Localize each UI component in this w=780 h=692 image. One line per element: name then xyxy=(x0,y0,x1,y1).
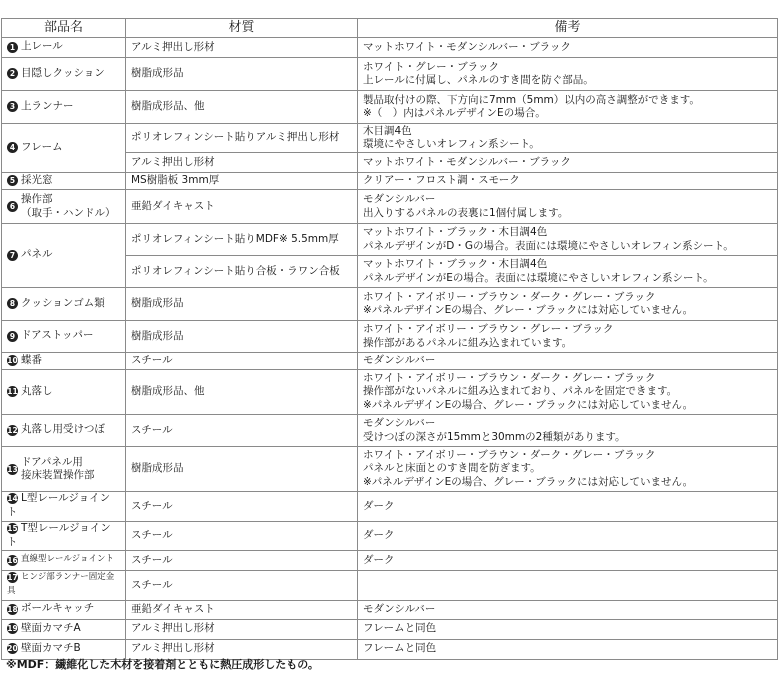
part-name: 壁面カマチB xyxy=(21,641,81,654)
material-cell: アルミ押出し形材 xyxy=(126,619,358,639)
remarks-cell: ホワイト・アイボリー・ブラウン・ダーク・グレー・ブラック 操作部がないパネルに組み込まれており、パネルを固定できます。 ※パネルデザインEの場合、グレー・ブラックには対応していません。 xyxy=(358,370,778,415)
table-row xyxy=(2,571,778,601)
table-row xyxy=(2,492,778,522)
part-number-badge: 7 xyxy=(7,250,18,261)
part-name-cell xyxy=(2,551,126,571)
remarks-cell: ホワイト・アイボリー・ブラウン・ダーク・グレー・ブラック パネルと床面とのすき間を防ぎます。 ※パネルデザインEの場合、グレー・ブラックには対応していません。 xyxy=(358,447,778,492)
part-name-cell xyxy=(2,224,126,288)
footnote: ※MDF：繊維化した木材を接着剤とともに熱圧成形したもの。 xyxy=(6,658,319,671)
remarks-cell: ダーク xyxy=(358,492,778,522)
table-row xyxy=(2,521,778,551)
material-cell: MS樹脂板 3mm厚 xyxy=(126,173,358,190)
table-row xyxy=(2,370,778,415)
part-name: 操作部 （取手・ハンドル） xyxy=(21,193,116,219)
table-row xyxy=(2,38,778,58)
remarks-cell: モダンシルバー xyxy=(358,600,778,619)
part-number-badge: 11 xyxy=(7,387,18,397)
material-cell: スチール xyxy=(126,571,358,601)
parts-table xyxy=(1,18,778,660)
part-name-cell xyxy=(2,38,126,58)
part-name: 上ランナー xyxy=(21,99,74,112)
table-body xyxy=(2,38,778,660)
table-row xyxy=(2,353,778,370)
material-cell: スチール xyxy=(126,521,358,551)
part-name: フレーム xyxy=(21,140,63,153)
header-material: 材質 xyxy=(126,19,358,38)
material-cell: アルミ押出し形材 xyxy=(126,38,358,58)
part-name-cell xyxy=(2,190,126,224)
part-name: T型レールジョイント xyxy=(7,521,111,548)
remarks-cell: モダンシルバー 出入りするパネルの表裏に1個付属します。 xyxy=(358,190,778,224)
material-cell: 亜鉛ダイキャスト xyxy=(126,190,358,224)
table-row xyxy=(2,124,778,153)
part-name: 丸落し xyxy=(21,384,53,397)
part-name-cell xyxy=(2,521,126,551)
material-cell: スチール xyxy=(126,353,358,370)
material-cell: 樹脂成形品 xyxy=(126,288,358,321)
part-name: L型レールジョイント xyxy=(7,492,111,519)
part-name-cell xyxy=(2,447,126,492)
remarks-cell: 木目調4色 環境にやさしいオレフィン系シート。 xyxy=(358,124,778,153)
remarks-cell: マットホワイト・ブラック・木目調4色 パネルデザインがD・Gの場合。表面には環境にやさしいオレフィン系シート。 xyxy=(358,224,778,256)
part-name: 壁面カマチA xyxy=(21,621,81,634)
table-row xyxy=(2,600,778,619)
part-name: 蝶番 xyxy=(21,353,42,366)
part-name-cell xyxy=(2,288,126,321)
part-number-badge: 19 xyxy=(7,624,18,634)
part-name: ボールキャッチ xyxy=(21,602,95,615)
part-number-badge: 20 xyxy=(7,644,18,654)
remarks-cell: ダーク xyxy=(358,551,778,571)
part-name-cell xyxy=(2,600,126,619)
material-cell: ポリオレフィンシート貼りアルミ押出し形材 xyxy=(126,124,358,153)
table-row xyxy=(2,415,778,447)
part-number-badge: 17 xyxy=(7,573,18,583)
material-cell: 樹脂成形品 xyxy=(126,447,358,492)
material-cell: スチール xyxy=(126,492,358,522)
part-name-cell xyxy=(2,619,126,639)
material-cell: アルミ押出し形材 xyxy=(126,639,358,659)
material-cell: 亜鉛ダイキャスト xyxy=(126,600,358,619)
remarks-cell: マットホワイト・モダンシルバー・ブラック xyxy=(358,38,778,58)
part-name: 丸落し用受けつぼ xyxy=(21,423,105,436)
table-row xyxy=(2,551,778,571)
material-cell: 樹脂成形品、他 xyxy=(126,370,358,415)
table-row xyxy=(2,91,778,124)
part-number-badge: 16 xyxy=(7,555,18,565)
part-number-badge: 9 xyxy=(7,331,18,342)
part-number-badge: 8 xyxy=(7,298,18,309)
remarks-cell: マットホワイト・ブラック・木目調4色 パネルデザインがEの場合。表面には環境にやさしいオレフィン系シート。 xyxy=(358,256,778,288)
part-name: 直線型レールジョイント xyxy=(21,554,114,565)
part-number-badge: 2 xyxy=(7,68,18,79)
remarks-cell: マットホワイト・モダンシルバー・ブラック xyxy=(358,153,778,173)
header-part: 部品名 xyxy=(2,19,126,38)
remarks-cell xyxy=(358,571,778,601)
part-name: 上レール xyxy=(21,40,63,53)
table-row xyxy=(2,224,778,256)
table-header-row xyxy=(2,19,778,38)
table-row xyxy=(2,619,778,639)
material-cell: スチール xyxy=(126,415,358,447)
remarks-cell: ホワイト・グレー・ブラック 上レールに付属し、パネルのすき間を防ぐ部品。 xyxy=(358,58,778,91)
part-number-badge: 10 xyxy=(7,356,18,366)
part-name-cell xyxy=(2,124,126,173)
remarks-cell: ホワイト・アイボリー・ブラウン・グレー・ブラック 操作部があるパネルに組み込まれています。 xyxy=(358,321,778,353)
part-name-cell xyxy=(2,492,126,522)
material-cell: 樹脂成形品 xyxy=(126,321,358,353)
part-name: クッションゴム類 xyxy=(21,296,105,309)
part-number-badge: 15 xyxy=(7,523,18,533)
part-name: 目隠しクッション xyxy=(21,66,105,79)
table-row xyxy=(2,58,778,91)
remarks-cell: ダーク xyxy=(358,521,778,551)
part-number-badge: 5 xyxy=(7,175,18,186)
remarks-cell: モダンシルバー xyxy=(358,353,778,370)
material-cell: 樹脂成形品 xyxy=(126,58,358,91)
part-number-badge: 14 xyxy=(7,494,18,504)
part-number-badge: 3 xyxy=(7,101,18,112)
header-remarks: 備考 xyxy=(358,19,778,38)
remarks-cell: ホワイト・アイボリー・ブラウン・ダーク・グレー・ブラック ※パネルデザインEの場合、グレー・ブラックには対応していません。 xyxy=(358,288,778,321)
part-number-badge: 6 xyxy=(7,201,18,212)
remarks-cell: フレームと同色 xyxy=(358,639,778,659)
part-name-cell xyxy=(2,91,126,124)
table-row xyxy=(2,288,778,321)
part-name-cell xyxy=(2,58,126,91)
part-number-badge: 4 xyxy=(7,142,18,153)
part-name-cell xyxy=(2,173,126,190)
part-name-cell xyxy=(2,571,126,601)
table-row xyxy=(2,321,778,353)
part-number-badge: 12 xyxy=(7,425,18,435)
part-name-cell xyxy=(2,415,126,447)
table-row xyxy=(2,447,778,492)
part-number-badge: 13 xyxy=(7,464,18,474)
table-row xyxy=(2,190,778,224)
material-cell: ポリオレフィンシート貼り合板・ラワン合板 xyxy=(126,256,358,288)
remarks-cell: モダンシルバー 受けつぼの深さが15mmと30mmの2種類があります。 xyxy=(358,415,778,447)
table-row xyxy=(2,173,778,190)
part-name-cell xyxy=(2,321,126,353)
part-number-badge: 18 xyxy=(7,604,18,614)
part-name-cell xyxy=(2,353,126,370)
part-number-badge: 1 xyxy=(7,42,18,53)
remarks-cell: フレームと同色 xyxy=(358,619,778,639)
part-name: パネル xyxy=(21,248,53,261)
remarks-cell: 製品取付けの際、下方向に7mm（5mm）以内の高さ調整ができます。 ※（ ）内はパネルデザインEの場合。 xyxy=(358,91,778,124)
part-name: ヒンジ部ランナー固定金具 xyxy=(7,572,115,597)
part-name: ドアパネル用 接床装置操作部 xyxy=(21,455,95,481)
material-cell: ポリオレフィンシート貼りMDF※ 5.5mm厚 xyxy=(126,224,358,256)
material-cell: 樹脂成形品、他 xyxy=(126,91,358,124)
part-name: 採光窓 xyxy=(21,173,53,186)
part-name: ドアストッパー xyxy=(21,329,94,342)
material-cell: スチール xyxy=(126,551,358,571)
remarks-cell: クリアー・フロスト調・スモーク xyxy=(358,173,778,190)
material-cell: アルミ押出し形材 xyxy=(126,153,358,173)
part-name-cell xyxy=(2,370,126,415)
